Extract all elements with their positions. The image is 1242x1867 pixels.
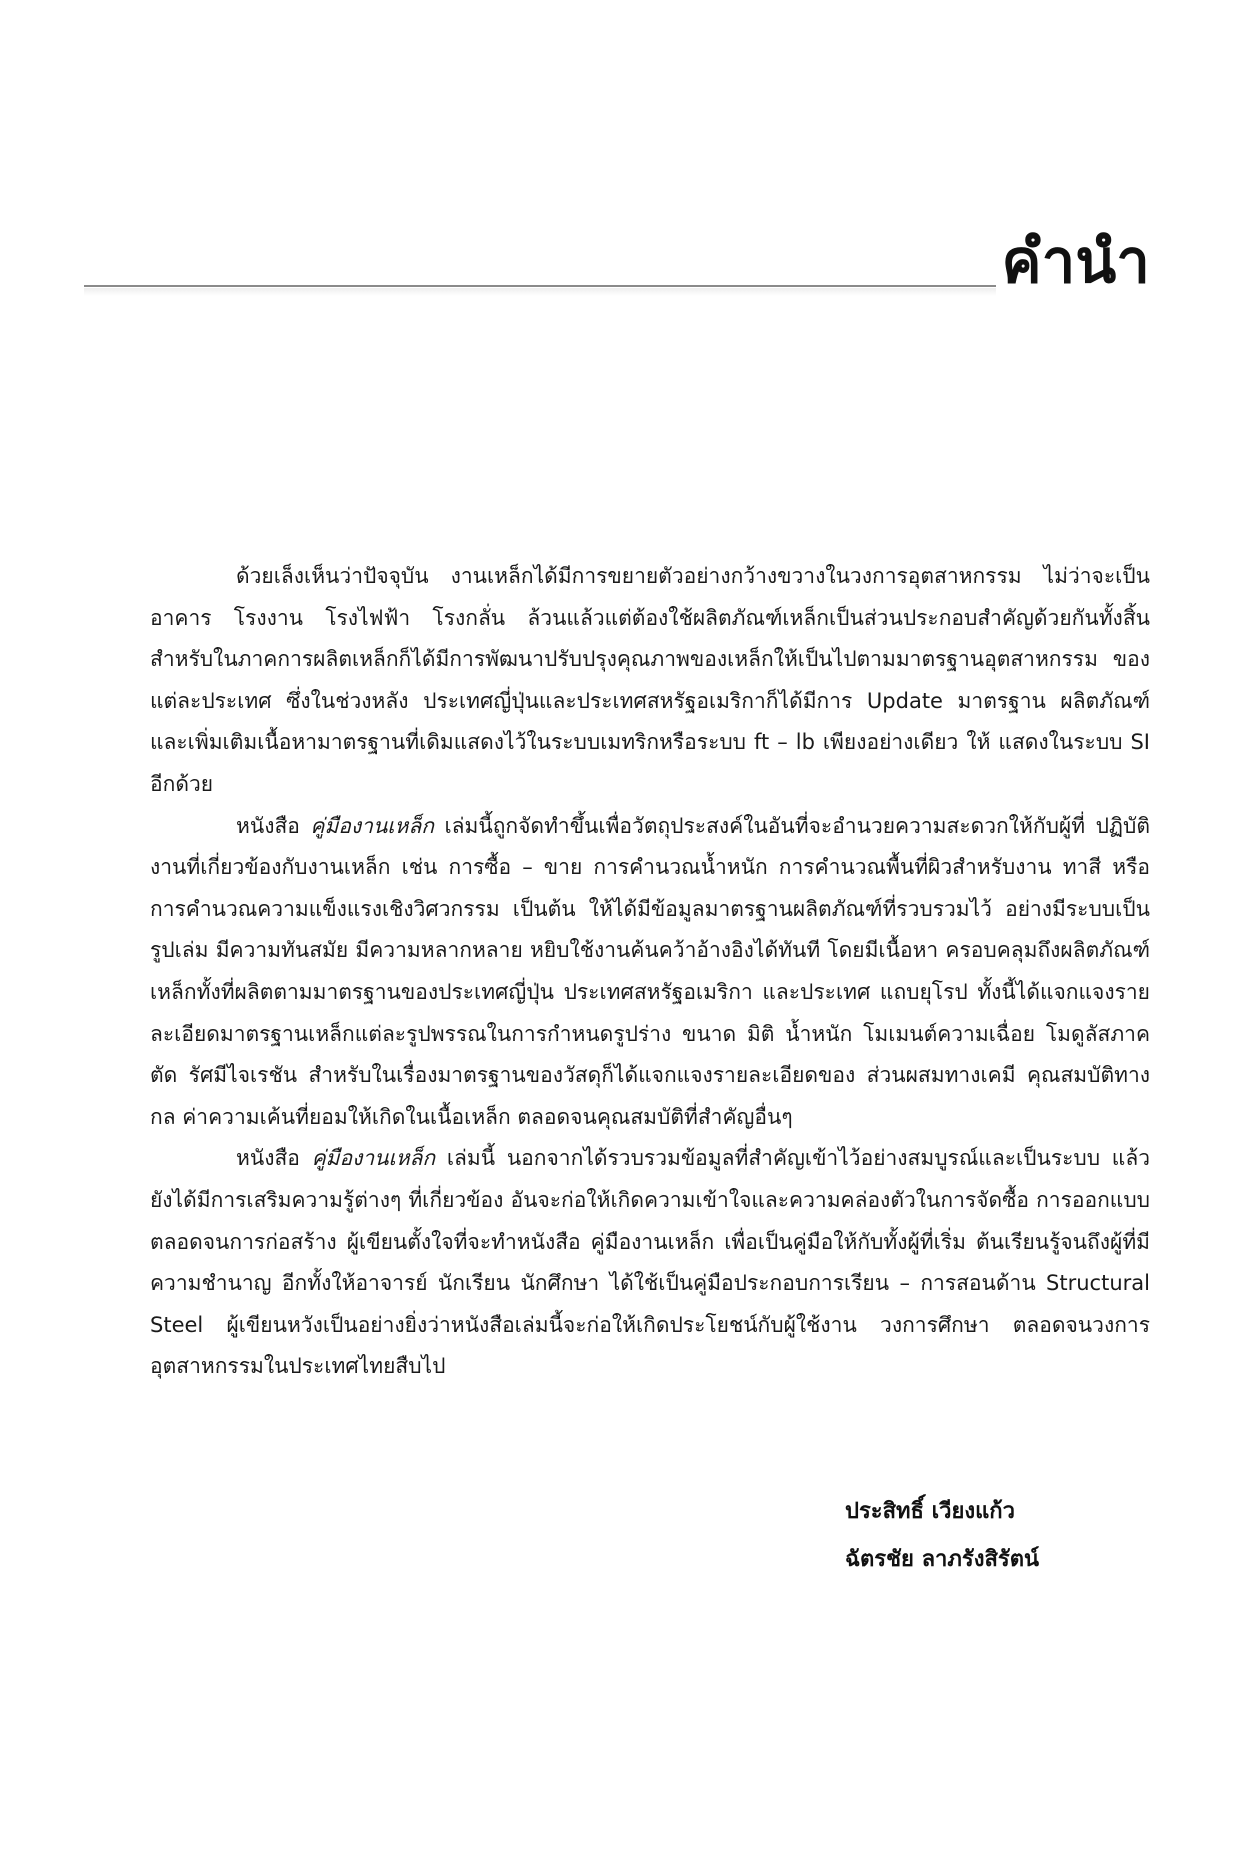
paragraph-text: หนังสือ <box>236 813 311 838</box>
header-rule <box>84 285 996 287</box>
body-text <box>150 556 1150 1388</box>
page-title: คำนำ <box>1001 227 1150 297</box>
paragraph-1 <box>150 556 1150 806</box>
author-name-2: ฉัตรชัย ลาภรังสิรัตน์ <box>845 1547 1040 1572</box>
paragraph-2 <box>150 806 1150 1139</box>
author-name-1: ประสิทธิ์ เวียงแก้ว <box>845 1499 1015 1524</box>
paragraph-text: ด้วยเล็งเห็นว่าปัจจุบัน งานเหล็กได้มีการขยายตัวอย่างกว้างขวางในวงการอุตสาหกรรม ไม่ว่าจะเป็น อาคาร โรงงาน โรงไฟฟ้า โรงกลั่น ล้วนแล้วแต่ต้องใช้ผลิตภัณฑ์เหล็กเป็นส่วนประกอบสำคัญด้วยกันทั้งสิ้น สำหรับในภาคการผลิตเหล็กก็ได้มีการพัฒนาปรับปรุงคุณภาพของเหล็กให้เป็นไปตามมาตรฐานอุตสาหกรรม ของแต่ละประเทศ ซึ่งในช่วงหลัง ประเทศญี่ปุ่นและประเทศสหรัฐอเมริกาก็ได้มีการ Update มาตรฐาน ผลิตภัณฑ์ และเพิ่มเติมเนื้อหามาตรฐานที่เดิมแสดงไว้ในระบบเมทริกหรือระบบ ft – lb เพียงอย่างเดียว ให้ แสดงในระบบ SI อีกด้วย <box>150 564 1150 796</box>
paragraph-text: หนังสือ <box>236 1146 312 1171</box>
page-header <box>84 222 1150 302</box>
paragraph-3 <box>150 1138 1150 1388</box>
book-title-italic: คู่มืองานเหล็ก <box>310 813 434 838</box>
author-signatures <box>845 1488 1039 1584</box>
paragraph-text: เล่มนี้ นอกจากได้รวบรวมข้อมูลที่สำคัญเข้าไว้อย่างสมบูรณ์และเป็นระบบ แล้ว ยังได้มีการเสริมความรู้ต่างๆ ที่เกี่ยวข้อง อันจะก่อให้เกิดความเข้าใจและความคล่องตัวในการจัดซื้อ การออกแบบ ตลอดจนการก่อสร้าง ผู้เขียนตั้งใจที่จะทำหนังสือ คู่มืองานเหล็ก เพื่อเป็นคู่มือให้กับทั้งผู้ที่เริ่ม ต้นเรียนรู้จนถึงผู้ที่มีความชำนาญ อีกทั้งให้อาจารย์ นักเรียน นักศึกษา ได้ใช้เป็นคู่มือประกอบการเรียน – การสอนด้าน Structural Steel ผู้เขียนหวังเป็นอย่างยิ่งว่าหนังสือเล่มนี้จะก่อให้เกิดประโยชน์กับผู้ใช้งาน วงการศึกษา ตลอดจนวงการอุตสาหกรรมในประเทศไทยสืบไป <box>150 1146 1150 1379</box>
header-rule-shadow <box>84 288 996 296</box>
book-title-italic: คู่มืองานเหล็ก <box>311 1146 436 1171</box>
paragraph-text: เล่มนี้ถูกจัดทำขึ้นเพื่อวัตถุประสงค์ในอันที่จะอำนวยความสะดวกให้กับผู้ที่ ปฏิบัติงานที่เกี่ยวข้องกับงานเหล็ก เช่น การซื้อ – ขาย การคำนวณน้ำหนัก การคำนวณพื้นที่ผิวสำหรับงาน ทาสี หรือการคำนวณความแข็งแรงเชิงวิศวกรรม เป็นต้น ให้ได้มีข้อมูลมาตรฐานผลิตภัณฑ์ที่รวบรวมไว้ อย่างมีระบบเป็นรูปเล่ม มีความทันสมัย มีความหลากหลาย หยิบใช้งานค้นคว้าอ้างอิงได้ทันที โดยมีเนื้อหา ครอบคลุมถึงผลิตภัณฑ์เหล็กทั้งที่ผลิตตามมาตรฐานของประเทศญี่ปุ่น ประเทศสหรัฐอเมริกา และประเทศ แถบยุโรป ทั้งนี้ได้แจกแจงรายละเอียดมาตรฐานเหล็กแต่ละรูปพรรณในการกำหนดรูปร่าง ขนาด มิติ น้ำหนัก โมเมนต์ความเฉื่อย โมดูลัสภาคตัด รัศมีไจเรชัน สำหรับในเรื่องมาตรฐานของวัสดุก็ได้แจกแจงรายละเอียดของ ส่วนผสมทางเคมี คุณสมบัติทางกล ค่าความเค้นที่ยอมให้เกิดในเนื้อเหล็ก ตลอดจนคุณสมบัติที่สำคัญอื่นๆ <box>150 813 1150 1129</box>
